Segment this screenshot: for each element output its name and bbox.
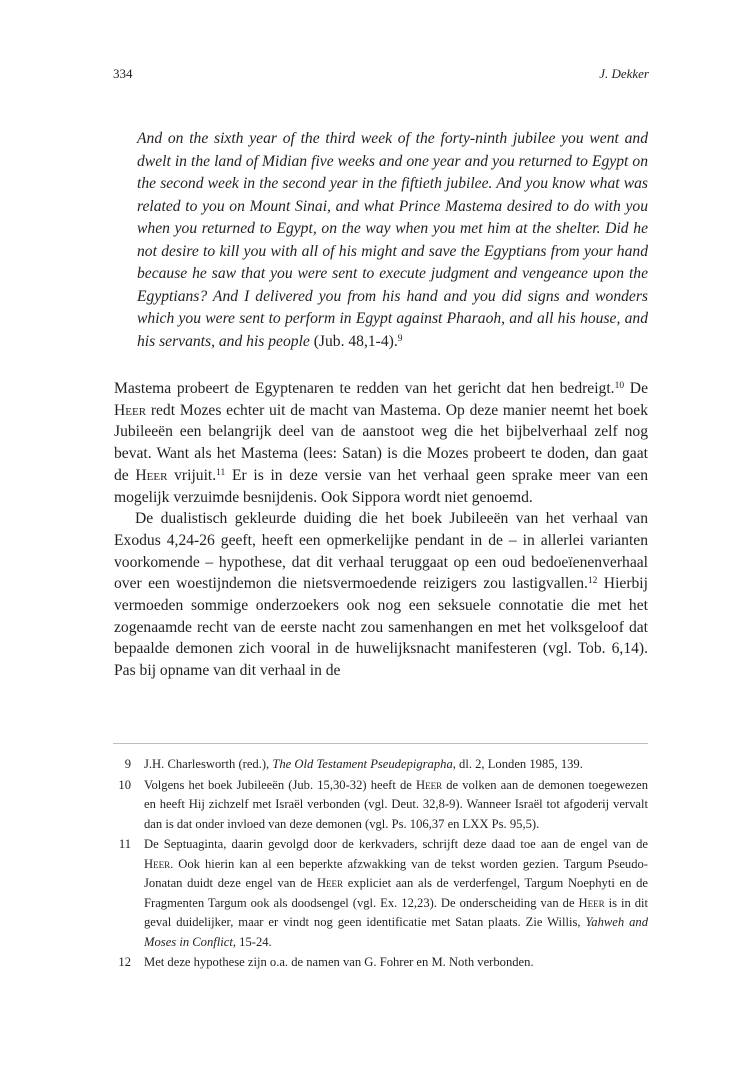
footnote-text: . Ook hierin kan al een beperkte afzwakking van de tekst worden gezien. Targum Pseudo-Jonatan duidt deze engel van de bbox=[144, 856, 648, 890]
body-text bbox=[114, 378, 648, 682]
footnote-ref-10[interactable]: 10 bbox=[614, 381, 625, 391]
footnote-book-title: Yahweh and Moses in Conflict bbox=[144, 915, 648, 949]
paragraph-1-text: vrijuit. bbox=[167, 466, 217, 484]
footnote-number: 9 bbox=[124, 757, 131, 771]
block-quote bbox=[137, 128, 648, 353]
footnote-text: expliciet aan als de verderfengel, Targum Noephyti en de Fragmenten Targum ook als doodsengel (vgl. Ex. 12,23). De onderscheiding van de bbox=[144, 876, 648, 910]
footnote-text: Volgens het boek Jubileeën (Jub. 15,30-32) heeft de bbox=[144, 777, 417, 792]
footnote-book-title: The Old Testament Pseudepigrapha bbox=[272, 757, 453, 771]
paragraph-1 bbox=[114, 378, 648, 508]
paragraph-2-text: Hierbij vermoeden sommige onderzoekers ook nog een seksuele connotatie die met het zogenaamde recht van de eerste nacht zou samenhangen en met het volksgeloof dat bepaalde demonen zich vooral in de huwelijksnacht manifesteren (vgl. Tob. 6,14). Pas bij opname van dit verhaal in de bbox=[114, 575, 648, 680]
quote-text: And on the sixth year of the third week of the forty-ninth jubilee you went and dwelt in the land of Midian five weeks and one year and you returned to Egypt on the second week in the second year in the fiftieth jubilee. And you know what was related to you on Mount Sinai, and what Prince Mastema desired to do with you when you returned to Egypt, on the way when you met him at the shelter. Did he not desire to kill you with all of his might and save the Egyptians from your hand because he saw that you were sent to execute judgment and vengeance upon the Egyptians? And I delivered you from his hand and you did signs and wonders which you were sent to perform in Egypt against Pharaoh, and all his house, and his servants, and his people bbox=[137, 130, 648, 350]
running-head-author: J. Dekker bbox=[599, 66, 649, 81]
footnote-9 bbox=[113, 755, 648, 775]
footnote-number: 11 bbox=[118, 837, 131, 851]
page-number: 334 bbox=[113, 66, 133, 81]
footnote-number: 10 bbox=[118, 777, 131, 792]
paragraph-2 bbox=[114, 508, 648, 682]
footnote-text: de volken aan de demonen toegewezen en heeft Hij zichzelf met Israël verbonden (vgl. Deut. 32,8-9). Wanneer Israël tot afgoderij vervalt dan is dat onder invloed van deze demonen (vgl. Ps. 106,37 en LXX Ps. 95,5). bbox=[144, 777, 648, 831]
lord-small-caps: Heer bbox=[578, 895, 605, 910]
footnote-12 bbox=[113, 953, 648, 973]
paragraph-1-text: redt Mozes echter uit de macht van Mastema. Op deze manier neemt het boek Jubileeën een belangrijk deel van de aanstoot weg die het bijbelverhaal zelf nog bevat. Want als het Mastema (lees: Satan) is die Mozes probeert te doden, dan gaat de bbox=[114, 401, 648, 484]
footnote-text: Met deze hypothese zijn o.a. de namen van G. Fohrer en M. Noth verbonden. bbox=[144, 955, 534, 969]
quote-reference: (Jub. 48,1-4). bbox=[309, 332, 398, 350]
footnote-ref-12[interactable]: 12 bbox=[587, 576, 598, 587]
footnote-10 bbox=[113, 776, 648, 835]
footnotes bbox=[113, 755, 648, 974]
lord-small-caps: Heer bbox=[135, 466, 168, 484]
footnote-ref-9[interactable]: 9 bbox=[397, 333, 403, 344]
lord-small-caps: Heer bbox=[316, 876, 344, 890]
footnote-11 bbox=[113, 835, 648, 952]
footnote-text: , dl. 2, Londen 1985, 139. bbox=[452, 757, 583, 771]
footnote-text: J.H. Charlesworth (red.), bbox=[144, 757, 273, 771]
paragraph-2-text: De dualistisch gekleurde duiding die het boek Jubileeën van het verhaal van Exodus 4,24-26 geeft, heeft een opmerkelijke pendant in de – in allerlei varianten voorkomende – hypothese, dat dit verhaal teruggaat op een oud bedoeïenenverhaal over een woestijndemon die nietsvermoedende reizigers zou lastigvallen. bbox=[114, 510, 648, 593]
paragraph-1-text: De bbox=[624, 380, 648, 397]
footnote-separator bbox=[113, 743, 648, 744]
paragraph-1-text: Er is in deze versie van het verhaal geen sprake meer van een mogelijk verzuimde besnijdenis. Ook Sippora wordt niet genoemd. bbox=[114, 466, 649, 506]
lord-small-caps: Heer bbox=[114, 401, 147, 419]
footnote-text: is in dit geval duidelijker, maar er vindt nog geen identificatie met Satan plaats. Zie Willis, bbox=[144, 895, 649, 929]
lord-small-caps: Heer bbox=[144, 856, 171, 871]
paragraph-1-sentence-1: Mastema probeert de Egyptenaren te redden van het gericht dat hen bedreigt. bbox=[114, 380, 615, 397]
footnote-text: , 15-24. bbox=[232, 934, 272, 949]
footnote-ref-11[interactable]: 11 bbox=[216, 467, 226, 478]
footnote-number: 12 bbox=[118, 955, 131, 969]
lord-small-caps: Heer bbox=[416, 777, 443, 792]
footnote-text: De Septuaginta, daarin gevolgd door de kerkvaders, schrijft deze daad toe aan de engel van de bbox=[144, 837, 648, 851]
